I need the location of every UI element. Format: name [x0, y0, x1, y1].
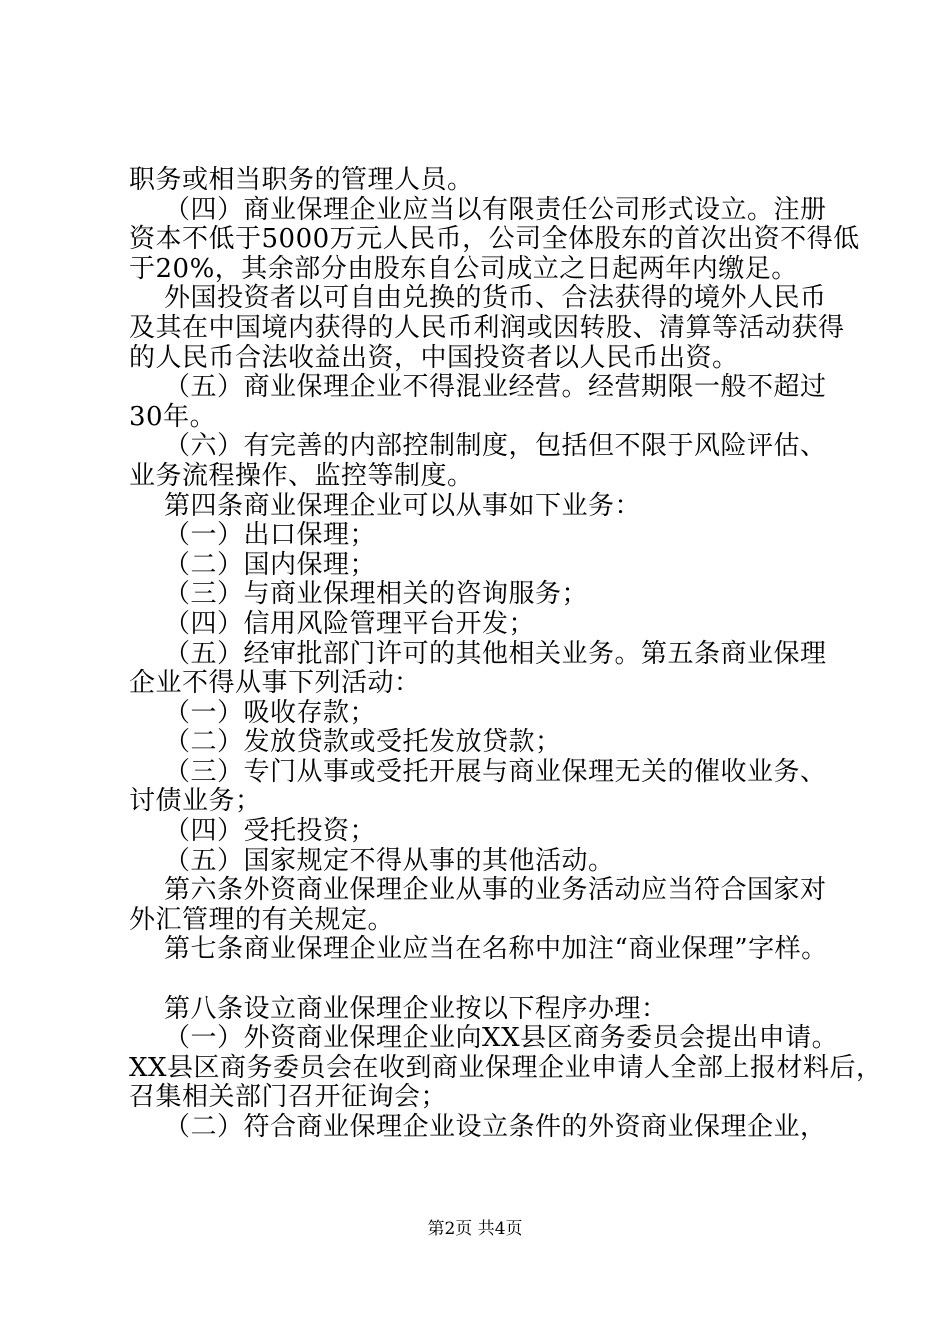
text-line: 于20%，其余部分由股东自公司成立之日起两年内缴足。 — [129, 253, 798, 284]
text-line: （一）外资商业保理企业向XX县区商务委员会提出申请。 — [129, 1023, 839, 1054]
text-line: （二）国内保理； — [129, 549, 377, 580]
text-line: 30年。 — [129, 401, 217, 432]
text-line: （三）专门从事或受托开展与商业保理无关的催收业务、 — [129, 756, 827, 787]
text-line: 第六条外资商业保理企业从事的业务活动应当符合国家对 — [129, 875, 827, 906]
text-line: 企业不得从事下列活动： — [129, 668, 421, 699]
text-line: 职务或相当职务的管理人员。 — [129, 165, 474, 195]
text-line: （五）国家规定不得从事的其他活动。 — [129, 845, 615, 876]
text-line: 第七条商业保理企业应当在名称中加注“商业保理”字样。 — [129, 934, 828, 965]
text-line: 及其在中国境内获得的人民币利润或因转股、清算等活动获得 — [129, 312, 845, 343]
text-line: 召集相关部门召开征询会； — [129, 1082, 448, 1113]
text-line: （四）商业保理企业应当以有限责任公司形式设立。注册 — [129, 194, 827, 225]
text-line: 讨债业务； — [129, 786, 262, 817]
text-line: 资本不低于5000万元人民币，公司全体股东的首次出资不得低 — [129, 224, 860, 255]
page-footer — [0, 1218, 950, 1240]
document-body — [129, 165, 883, 1143]
text-line: 的人民币合法收益出资，中国投资者以人民币出资。 — [129, 342, 739, 373]
page-number-label: 第2页 共4页 — [427, 1219, 523, 1239]
text-line: （一）出口保理； — [129, 520, 377, 551]
text-line: （六）有完善的内部控制制度，包括但不限于风险评估、 — [129, 431, 827, 462]
text-line: （五）商业保理企业不得混业经营。经营期限一般不超过 — [129, 372, 827, 403]
text-line: 第四条商业保理企业可以从事如下业务： — [129, 490, 642, 521]
text-line: （四）受托投资； — [129, 816, 377, 847]
text-line: （一）吸收存款； — [129, 697, 377, 728]
text-line: （四）信用风险管理平台开发； — [129, 608, 536, 639]
blank-line — [129, 965, 859, 995]
text-line: XX县区商务委员会在收到商业保理企业申请人全部上报材料后， — [129, 1052, 883, 1083]
text-line: 业务流程操作、监控等制度。 — [129, 460, 474, 491]
text-line: 外汇管理的有关规定。 — [129, 904, 395, 935]
text-line: （二）发放贷款或受托发放贷款； — [129, 727, 562, 758]
text-line: （五）经审批部门许可的其他相关业务。第五条商业保理 — [129, 638, 827, 669]
text-line: （二）符合商业保理企业设立条件的外资商业保理企业， — [129, 1112, 827, 1142]
text-line: 外国投资者以可自由兑换的货币、合法获得的境外人民币 — [129, 283, 827, 314]
text-line: 第八条设立商业保理企业按以下程序办理： — [129, 993, 668, 1024]
text-line: （三）与商业保理相关的咨询服务； — [129, 579, 589, 610]
